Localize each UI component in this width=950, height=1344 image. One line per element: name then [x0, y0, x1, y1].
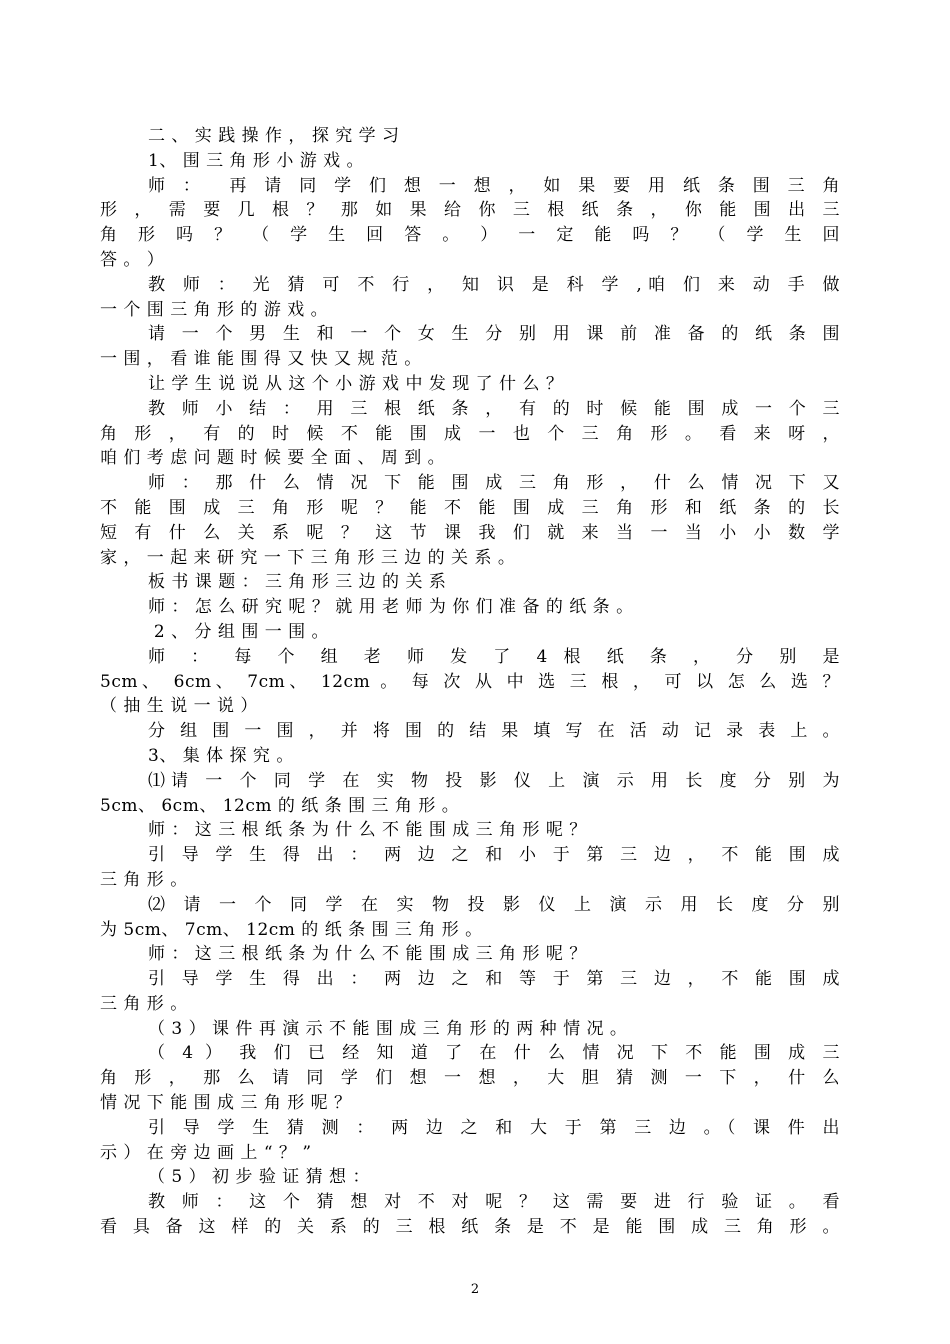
- text-line: 一 个 围 三 角 形 的 游 戏 。: [100, 299, 329, 320]
- text-line: 引 导 学 生 得 出 ： 两 边 之 和 小 于 第 三 边 ， 不 能 围 成: [148, 845, 840, 866]
- text-line: 二 、 实 践 操 作 ， 探 究 学 习: [148, 126, 400, 146]
- text-line: ⑵ 请 一 个 同 学 在 实 物 投 影 仪 上 演 示 用 长 度 分 别: [148, 894, 840, 915]
- body-text: [100, 124, 840, 1240]
- text-line: 3、 集 体 探 究 。: [148, 745, 294, 766]
- text-line: 师 ： 这 三 根 纸 条 为 什 么 不 能 围 成 三 角 形 呢 ？: [148, 820, 587, 841]
- text-line: 三 角 形 。: [100, 993, 188, 1014]
- text-line: 板 书 课 题 ： 三 角 形 三 边 的 关 系: [148, 572, 447, 593]
- text-line: 教 师 ： 光 猜 可 不 行 ， 知 识 是 科 学 ,咱 们 来 动 手 做: [148, 274, 840, 295]
- page-number: 2: [470, 1282, 480, 1297]
- text-line: 情 况 下 能 围 成 三 角 形 呢 ？: [100, 1093, 352, 1114]
- text-line: 引 导 学 生 得 出 ： 两 边 之 和 等 于 第 三 边 ， 不 能 围 成: [148, 969, 840, 990]
- text-line: 让 学 生 说 说 从 这 个 小 游 戏 中 发 现 了 什 么 ？: [148, 373, 564, 394]
- text-line: 引 导 学 生 猜 测 ： 两 边 之 和 大 于 第 三 边 。（ 课 件 出: [148, 1117, 840, 1138]
- text-line: 为 5cm、 7cm、 12cm 的 纸 条 围 三 角 形 。: [100, 919, 483, 940]
- text-line: 师 ： 这 三 根 纸 条 为 什 么 不 能 围 成 三 角 形 呢 ？: [148, 944, 587, 965]
- text-line: 角 形 吗 ？ （ 学 生 回 答 。 ） 一 定 能 吗 ？ （ 学 生 回: [100, 225, 840, 246]
- text-line: （ 4 ） 我 们 已 经 知 道 了 在 什 么 情 况 下 不 能 围 成 三: [148, 1043, 840, 1064]
- text-line: 形 ， 需 要 几 根 ？ 那 如 果 给 你 三 根 纸 条 ， 你 能 围 出 三: [100, 200, 840, 221]
- text-line: 短 有 什 么 关 系 呢 ？ 这 节 课 我 们 就 来 当 一 当 小 小 数 学: [100, 522, 840, 543]
- text-line: 请 一 个 男 生 和 一 个 女 生 分 别 用 课 前 准 备 的 纸 条 围: [148, 324, 840, 345]
- text-line: 1、 围 三 角 形 小 游 戏 。: [148, 150, 365, 171]
- text-line: ⑴请 一 个 同 学 在 实 物 投 影 仪 上 演 示 用 长 度 分 别 为: [148, 770, 840, 791]
- text-line: 5cm、 6cm、 7cm、 12cm 。 每 次 从 中 选 三 根 ， 可 以 怎 么 选 ？: [100, 671, 840, 692]
- text-line: 看 具 备 这 样 的 关 系 的 三 根 纸 条 是 不 是 能 围 成 三 角 形 。: [100, 1217, 840, 1238]
- text-line: 三 角 形 。: [100, 869, 188, 890]
- text-line: 示 ） 在 旁 边 画 上 “ ？ ”: [100, 1142, 312, 1163]
- text-line: 角 形 ， 有 的 时 候 不 能 围 成 一 也 个 三 角 形 。 看 来 呀 ，: [100, 423, 840, 444]
- text-line: 师 ： 那 什 么 情 况 下 能 围 成 三 角 形 ， 什 么 情 况 下 又: [148, 473, 840, 494]
- text-line: 家 ， 一 起 来 研 究 一 下 三 角 形 三 边 的 关 系 。: [100, 547, 516, 568]
- text-line: 教 师 小 结 ： 用 三 根 纸 条 ， 有 的 时 候 能 围 成 一 个 三: [148, 398, 840, 419]
- text-line: 5cm、 6cm、 12cm 的 纸 条 围 三 角 形 。: [100, 795, 460, 816]
- text-line: 一 围 ， 看 谁 能 围 得 又 快 又 规 范 。: [100, 349, 422, 370]
- text-line: （ 5 ） 初 步 验 证 猜 想 ：: [148, 1167, 370, 1188]
- text-line: 师 ： 再 请 同 学 们 想 一 想 ， 如 果 要 用 纸 条 围 三 角: [148, 175, 840, 196]
- text-line: 角 形 ， 那 么 请 同 学 们 想 一 想 ， 大 胆 猜 测 一 下 ， 什 么: [100, 1068, 840, 1089]
- text-line: （ 3 ） 课 件 再 演 示 不 能 围 成 三 角 形 的 两 种 情 况 。: [148, 1018, 628, 1039]
- text-line: 咱 们 考 虑 问 题 时 候 要 全 面 、 周 到 。: [100, 448, 446, 469]
- text-line: （ 抽 生 说 一 说 ）: [100, 696, 258, 717]
- text-line: 分 组 围 一 围 ， 并 将 围 的 结 果 填 写 在 活 动 记 录 表 上 。: [148, 721, 840, 742]
- text-line: 师 ： 怎 么 研 究 呢 ？ 就 用 老 师 为 你 们 准 备 的 纸 条 。: [148, 597, 634, 618]
- text-line: 2 、 分 组 围 一 围 。: [148, 621, 330, 642]
- text-line: 答 。 ）: [100, 249, 165, 270]
- text-line: 师 ： 每 个 组 老 师 发 了 4 根 纸 条 ， 分 别 是: [148, 646, 840, 667]
- text-line: 不 能 围 成 三 角 形 呢 ？ 能 不 能 围 成 三 角 形 和 纸 条 的 长: [100, 497, 840, 518]
- text-line: 教 师 ： 这 个 猜 想 对 不 对 呢 ？ 这 需 要 进 行 验 证 。 看: [148, 1192, 840, 1213]
